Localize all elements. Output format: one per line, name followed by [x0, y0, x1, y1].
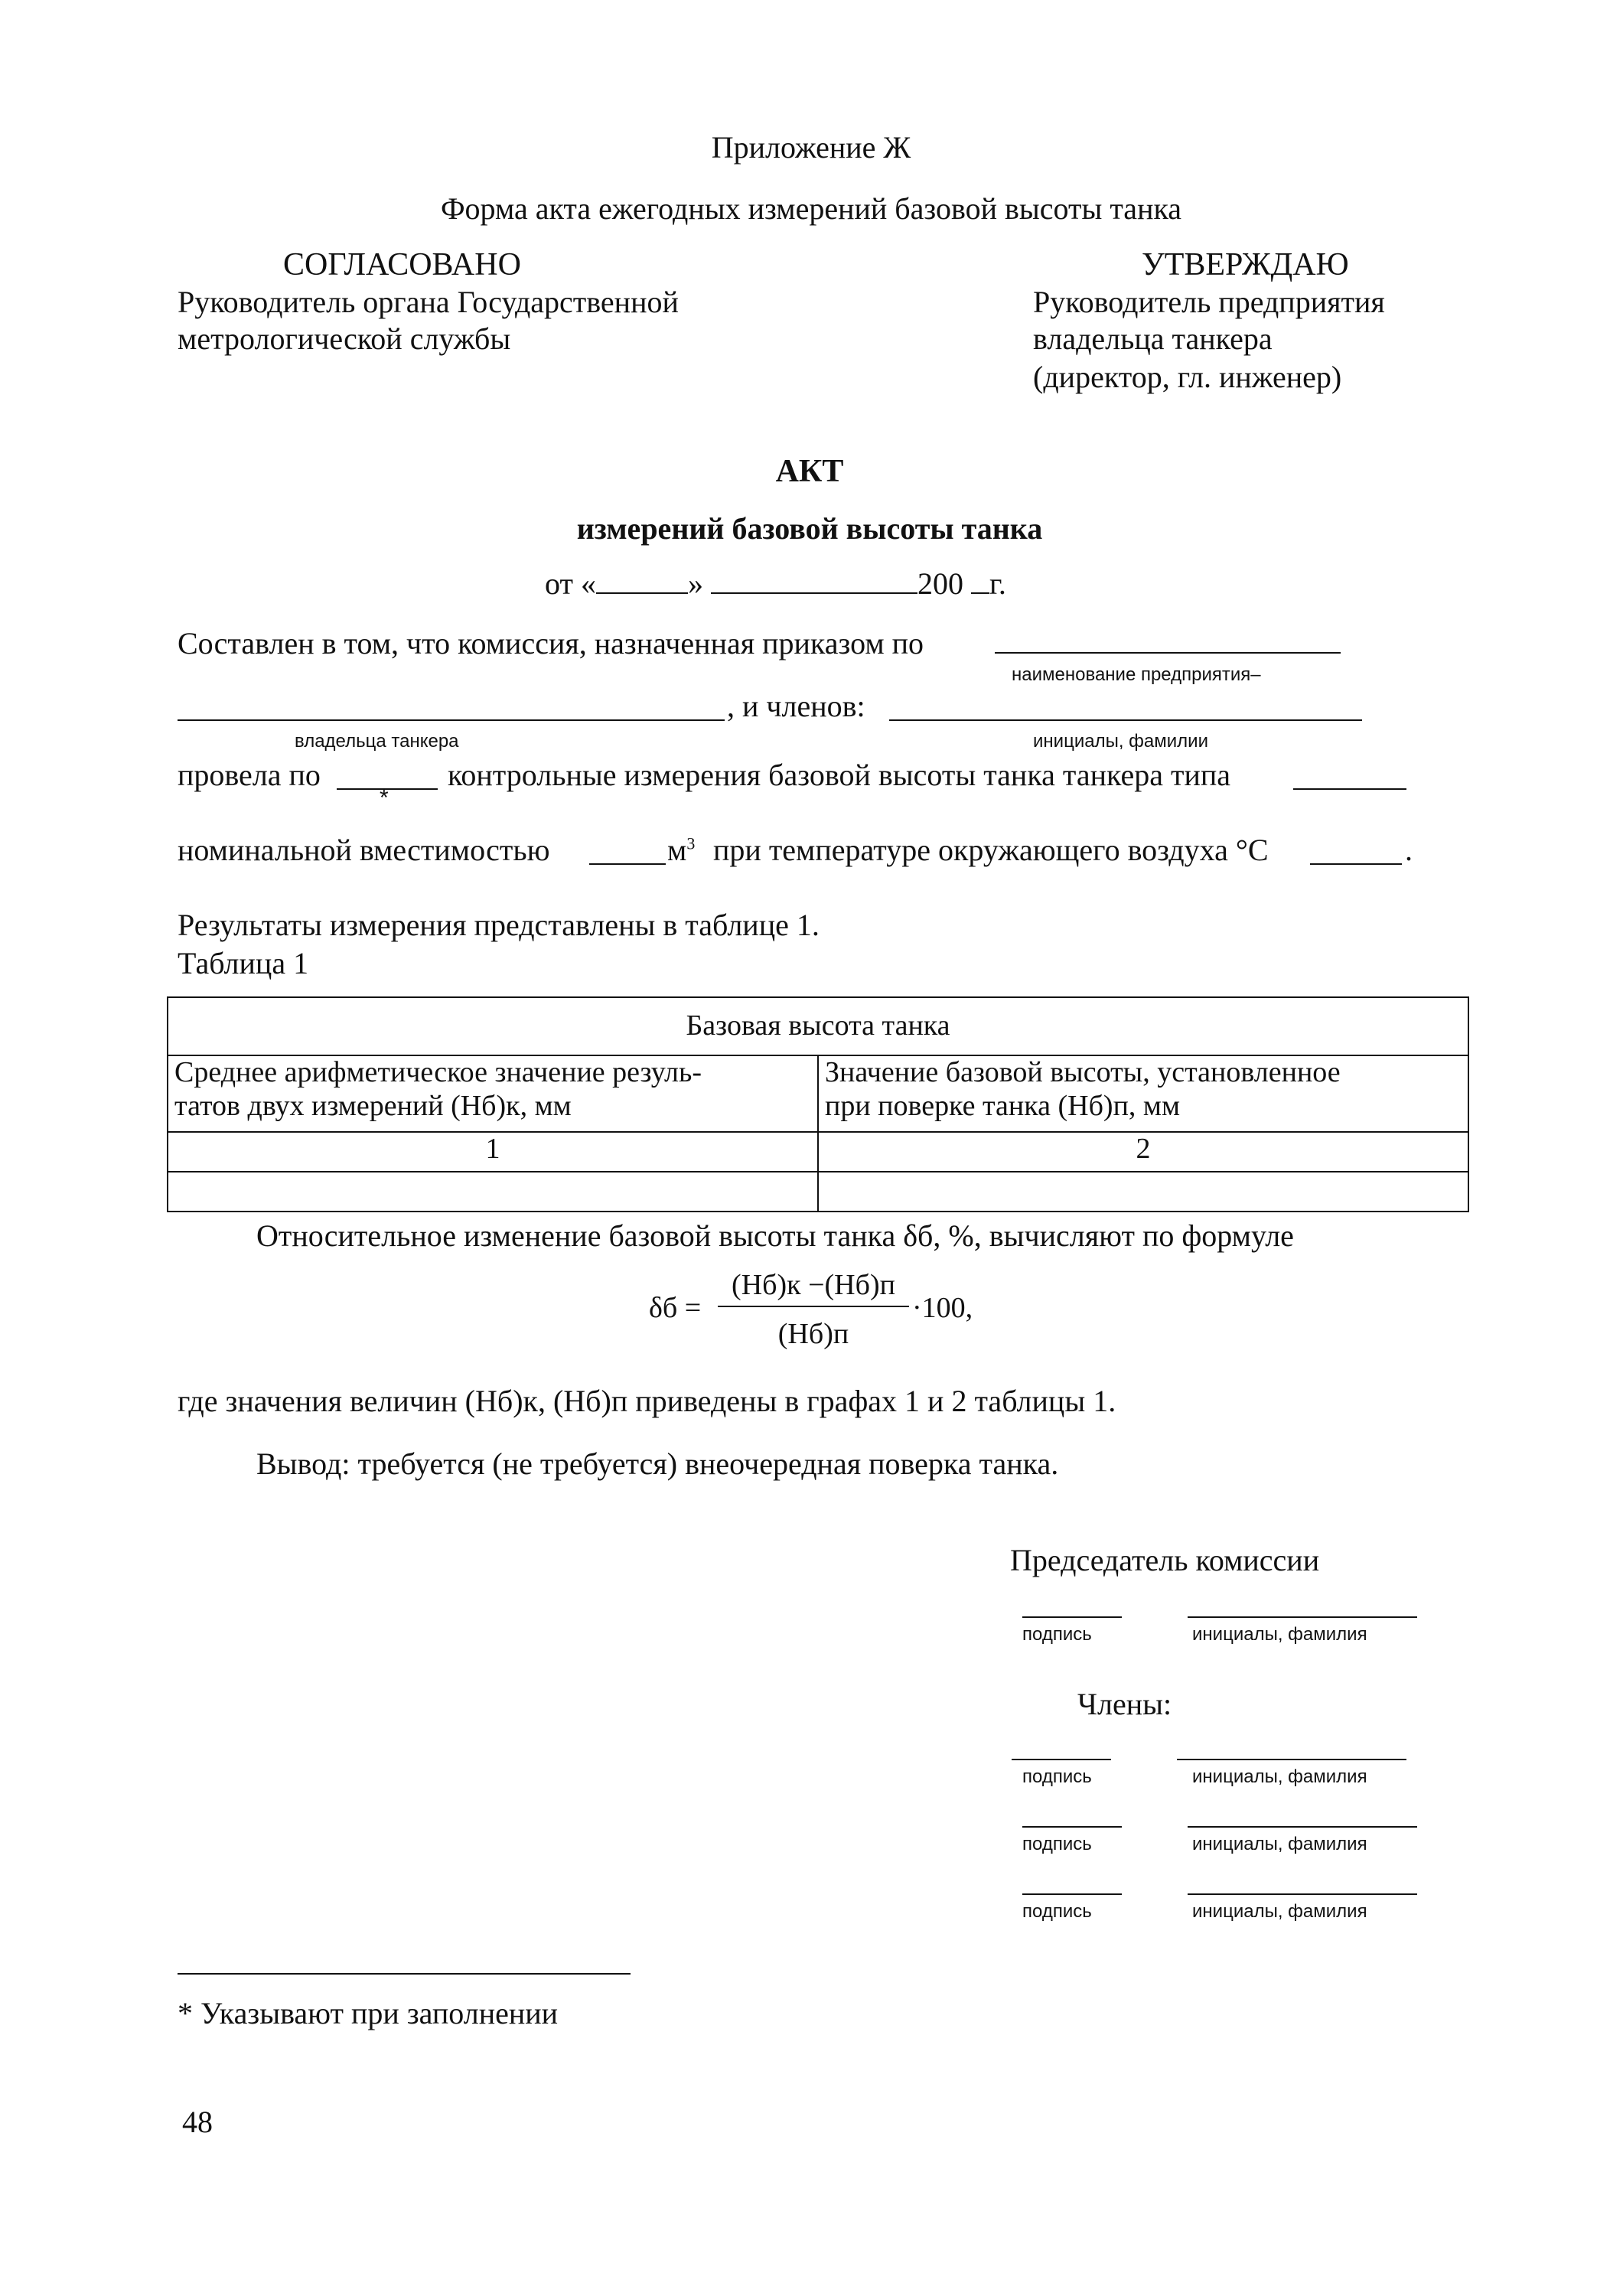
chair-name-line: [1188, 1616, 1417, 1618]
date-day-blank: [596, 566, 688, 594]
table-col1-header: Среднее арифметическое значение резуль- татов двух измерений (Нб)к, мм: [168, 1055, 818, 1132]
member3-name-line: [1188, 1893, 1417, 1895]
capacity-rest: при температуре окружающего воздуха °С: [713, 833, 1269, 867]
formula-denominator: (Нб)п: [777, 1318, 849, 1350]
capacity-end: .: [1405, 833, 1413, 867]
order-blank: [995, 652, 1341, 654]
tanker-type-blank: [1293, 788, 1406, 790]
conclusion-text: Вывод: требуется (не требуется) внеочередная поверка танка.: [256, 1446, 1059, 1481]
capacity-blank: [589, 863, 666, 865]
member1-name-caption: инициалы, фамилия: [1192, 1766, 1367, 1787]
appendix-title: Приложение Ж: [711, 130, 911, 165]
agreed-heading: СОГЛАСОВАНО: [283, 247, 521, 282]
act-date-line: от « » 200 г.: [545, 566, 1006, 601]
member2-name-caption: инициалы, фамилия: [1192, 1834, 1367, 1854]
formula-where: где значения величин (Нб)к, (Нб)п приведены в графах 1 и 2 таблицы 1.: [178, 1384, 1116, 1418]
caption-owner: владельца танкера: [295, 731, 459, 752]
chair-sign-caption: подпись: [1022, 1624, 1092, 1645]
act-title: АКТ: [775, 454, 844, 489]
fraction-bar: [718, 1306, 909, 1307]
chair-title: Председатель комиссии: [1010, 1543, 1320, 1577]
member3-sign-caption: подпись: [1022, 1901, 1092, 1922]
footnote-rule: [178, 1973, 631, 1975]
owner-blank: [178, 719, 725, 721]
formula-intro: Относительное изменение базовой высоты танка δб, %, вычисляют по формуле: [256, 1218, 1294, 1253]
caption-enterprise: наименование предприятия–: [1012, 664, 1261, 685]
table-cell-empty-1: [168, 1172, 818, 1212]
table-header: Базовая высота танка: [168, 997, 1468, 1055]
results-table: [167, 996, 1469, 1212]
approve-line3: (директор, гл. инженер): [1033, 360, 1342, 394]
members-blank: [889, 719, 1362, 721]
conducted-prefix: провела по: [178, 758, 321, 792]
approve-heading: УТВЕРЖДАЮ: [1142, 247, 1349, 282]
member1-sign-line: [1012, 1759, 1111, 1760]
formula-multiplier: ·100,: [912, 1292, 973, 1324]
member2-sign-caption: подпись: [1022, 1834, 1092, 1854]
agreed-line2: метрологической службы: [178, 321, 511, 356]
member3-name-caption: инициалы, фамилия: [1192, 1901, 1367, 1922]
results-text: Результаты измерения представлены в таблице 1.: [178, 908, 820, 942]
approve-line1: Руководитель предприятия: [1033, 285, 1385, 319]
member1-name-line: [1177, 1759, 1406, 1760]
table-label: Таблица 1: [178, 946, 309, 980]
chair-sign-line: [1022, 1616, 1122, 1618]
member2-sign-line: [1022, 1826, 1122, 1828]
date-month-blank: [711, 566, 917, 594]
member1-sign-caption: подпись: [1022, 1766, 1092, 1787]
date-year-blank: [971, 566, 989, 594]
act-subtitle: измерений базовой высоты танка: [576, 511, 1043, 546]
temperature-blank: [1310, 863, 1402, 865]
table-cell-empty-2: [818, 1172, 1468, 1212]
composed-text: Составлен в том, что комиссия, назначенная приказом по: [178, 626, 924, 660]
members-title: Члены:: [1077, 1687, 1172, 1721]
capacity-prefix: номинальной вместимостью: [178, 833, 550, 867]
agreed-line1: Руководитель органа Государственной: [178, 285, 679, 319]
member2-name-line: [1188, 1826, 1417, 1828]
formula-numerator: (Нб)к −(Нб)п: [732, 1269, 895, 1301]
table-col2-number: 2: [818, 1132, 1468, 1172]
caption-initials: инициалы, фамилии: [1033, 731, 1208, 752]
page-number: 48: [182, 2105, 213, 2139]
member3-sign-line: [1022, 1893, 1122, 1895]
conducted-rest: контрольные измерения базовой высоты танка танкера типа: [448, 758, 1231, 792]
chair-name-caption: инициалы, фамилия: [1192, 1624, 1367, 1645]
approve-line2: владельца танкера: [1033, 321, 1273, 356]
form-title: Форма акта ежегодных измерений базовой высоты танка: [440, 191, 1182, 226]
members-text: , и членов:: [727, 689, 865, 723]
asterisk-mark: *: [380, 785, 389, 810]
table-col1-number: 1: [168, 1132, 818, 1172]
capacity-unit: $м^3$: [667, 833, 696, 867]
table-col2-header: Значение базовой высоты, установленное при поверке танка (Нб)п, мм: [818, 1055, 1468, 1132]
formula-lhs: δб =: [649, 1292, 702, 1324]
footnote-text: * Указывают при заполнении: [178, 1996, 559, 2030]
